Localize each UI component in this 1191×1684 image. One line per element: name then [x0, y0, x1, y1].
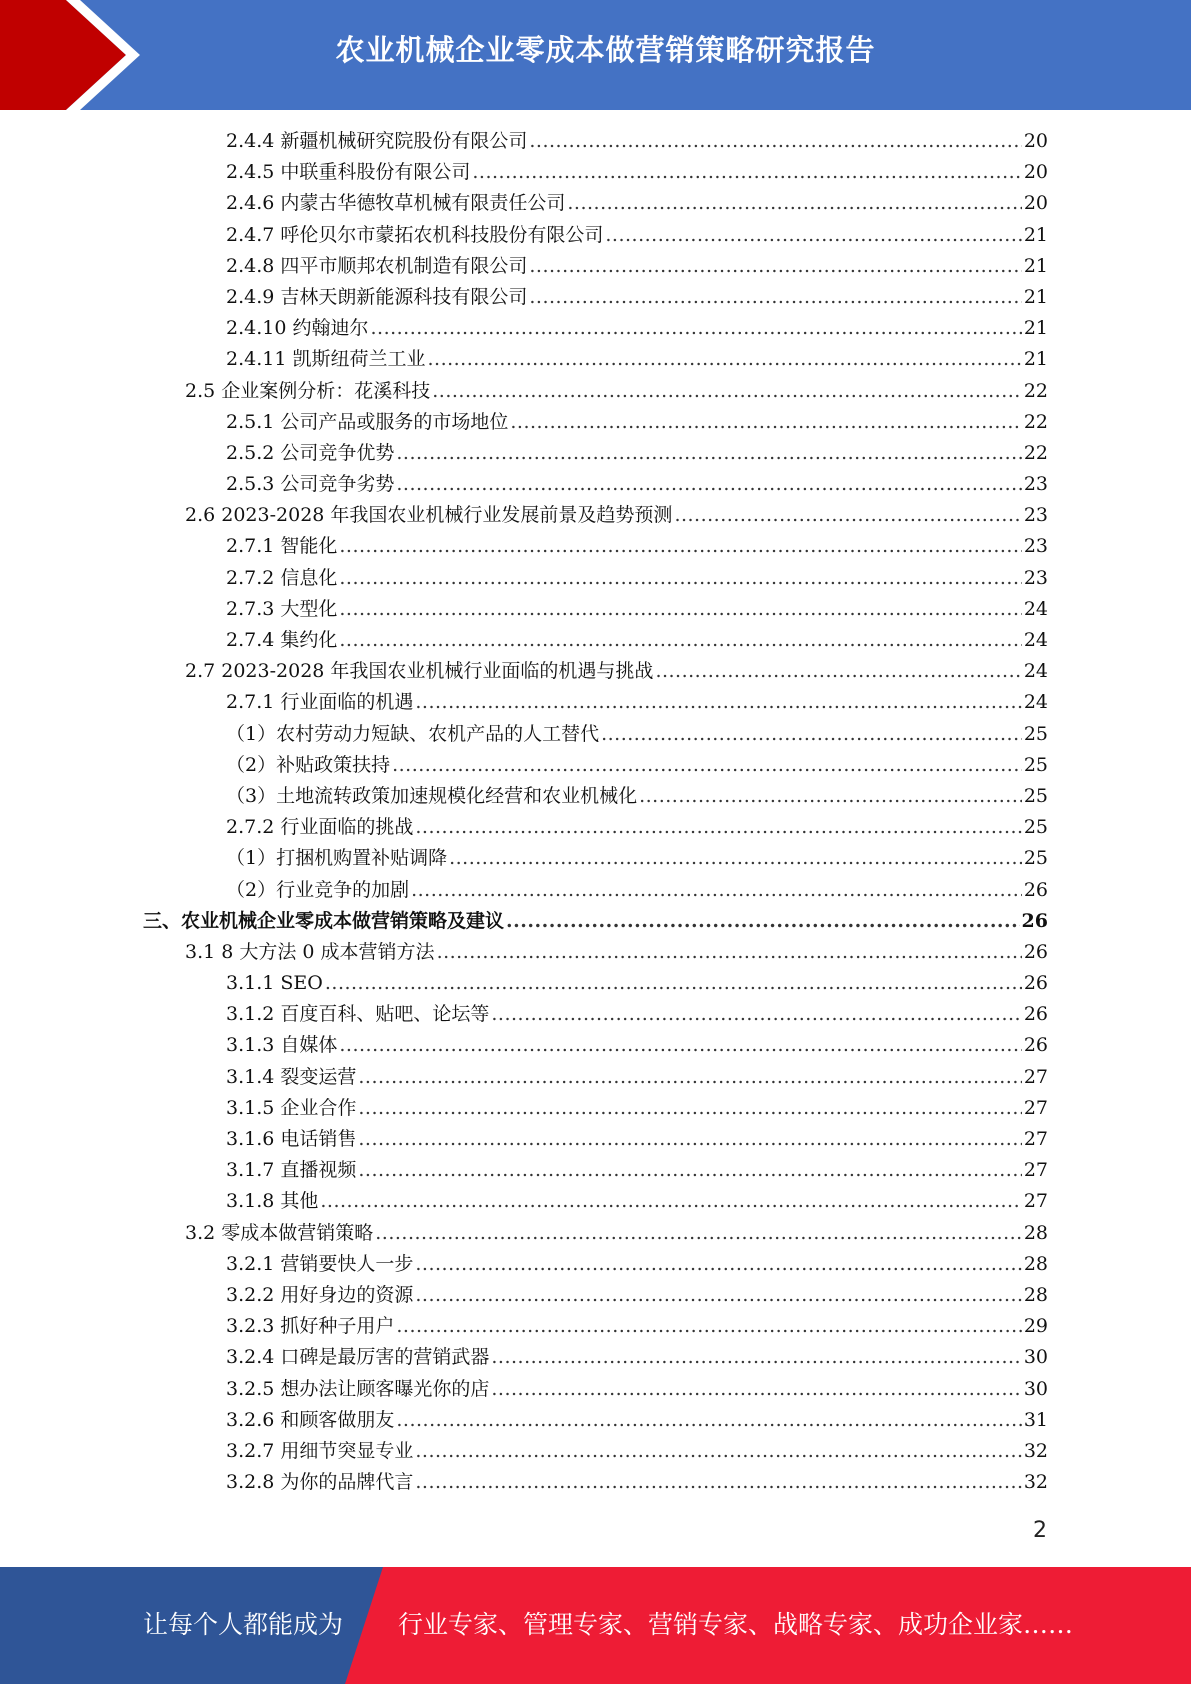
toc-entry[interactable] [0, 594, 1191, 625]
toc-entry[interactable] [0, 750, 1191, 781]
toc-entry[interactable] [0, 438, 1191, 469]
toc-dot-leader [325, 968, 1022, 999]
toc-entry-title: 3.1.6 电话销售 [226, 1128, 357, 1150]
toc-entry-title: （1）农村劳动力短缺、农机产品的人工替代 [226, 722, 600, 745]
toc-dot-leader [529, 251, 1021, 282]
toc-entry-page: 20 [1023, 192, 1048, 215]
toc-entry-page: 26 [1023, 878, 1048, 901]
toc-entry-title: 3.2.7 用细节突显专业 [226, 1439, 414, 1462]
toc-entry-title: 2.4.8 四平市顺邦农机制造有限公司 [226, 254, 528, 277]
toc-entry-title: 2.7 2023-2028 年我国农业机械行业面临的机遇与挑战 [185, 660, 654, 683]
toc-entry-page: 30 [1023, 1346, 1048, 1369]
toc-entry-page: 27 [1023, 1128, 1048, 1150]
toc-entry-title: 2.4.7 呼伦贝尔市蒙拓农机科技股份有限公司 [226, 223, 604, 246]
toc-dot-leader [427, 344, 1021, 375]
toc-dot-leader [339, 1030, 1021, 1061]
toc-entry-page: 25 [1023, 753, 1048, 776]
toc-entry[interactable] [0, 563, 1191, 594]
toc-dot-leader [437, 937, 1022, 968]
toc-entry-title: 3.2 零成本做营销策略 [185, 1221, 374, 1244]
toc-entry[interactable] [0, 999, 1191, 1030]
toc-entry[interactable] [0, 1062, 1191, 1093]
toc-dot-leader [415, 1280, 1021, 1311]
toc-entry[interactable] [0, 1342, 1191, 1373]
toc-dot-leader [415, 1467, 1021, 1498]
toc-entry-title: 3.2.6 和顾客做朋友 [226, 1408, 395, 1431]
toc-entry[interactable] [0, 157, 1191, 188]
toc-entry-title: 2.4.6 内蒙古华德牧草机械有限责任公司 [226, 192, 566, 215]
toc-entry[interactable] [0, 469, 1191, 500]
toc-entry-title: （3）土地流转政策加速规模化经营和农业机械化 [226, 784, 638, 807]
toc-dot-leader [415, 812, 1021, 843]
toc-entry-title: 2.5.3 公司竞争劣势 [226, 473, 395, 496]
toc-entry-page: 22 [1023, 441, 1048, 464]
page-header [0, 0, 1191, 110]
toc-entry-page: 25 [1023, 847, 1048, 870]
toc-entry-title: 2.4.5 中联重科股份有限公司 [226, 161, 471, 184]
toc-entry-page: 30 [1023, 1377, 1048, 1400]
toc-dot-leader [320, 1186, 1021, 1217]
toc-entry-title: 3.1.5 企业合作 [226, 1096, 357, 1119]
toc-entry-title: 3.2.5 想办法让顾客曝光你的店 [226, 1377, 490, 1400]
toc-dot-leader [506, 906, 1020, 937]
toc-entry-page: 28 [1023, 1283, 1048, 1306]
toc-entry-page: 25 [1023, 722, 1048, 745]
toc-entry-title: 3.1 8 大方法 0 成本营销方法 [185, 940, 435, 963]
toc-dot-leader [339, 563, 1021, 594]
toc-entry-title: （1）打捆机购置补贴调降 [226, 847, 448, 870]
toc-dot-leader [529, 126, 1021, 157]
toc-dot-leader [358, 1093, 1021, 1124]
toc-entry[interactable] [0, 656, 1191, 687]
toc-dot-leader [432, 376, 1022, 407]
toc-entry-page: 32 [1023, 1439, 1048, 1462]
toc-entry-title: 2.4.10 约翰迪尔 [226, 317, 369, 340]
toc-entry-title: 3.2.8 为你的品牌代言 [226, 1471, 414, 1494]
toc-dot-leader [392, 750, 1022, 781]
toc-entry-title: 2.6 2023-2028 年我国农业机械行业发展前景及趋势预测 [185, 504, 673, 527]
toc-dot-leader [415, 1436, 1021, 1467]
toc-entry-title: 2.4.9 吉林天朗新能源科技有限公司 [226, 285, 528, 308]
toc-entry[interactable] [0, 1311, 1191, 1342]
toc-dot-leader [396, 469, 1021, 500]
toc-entry[interactable] [0, 781, 1191, 812]
toc-entry-page: 27 [1023, 1096, 1048, 1119]
toc-entry-title: 2.7.4 集约化 [226, 629, 338, 651]
toc-entry[interactable] [0, 1186, 1191, 1217]
toc-dot-leader [339, 594, 1021, 625]
toc-entry[interactable] [0, 937, 1191, 968]
toc-dot-leader [358, 1155, 1021, 1186]
header-title: 农业机械企业零成本做营销策略研究报告 [335, 33, 876, 67]
toc-dot-leader [339, 625, 1021, 656]
toc-dot-leader [491, 999, 1021, 1030]
toc-entry-page: 28 [1023, 1252, 1048, 1275]
footer-slogan-left: 让每个人都能成为 [143, 1610, 344, 1639]
toc-entry-page: 29 [1023, 1315, 1048, 1338]
toc-entry-page: 32 [1023, 1471, 1048, 1494]
toc-entry[interactable] [0, 625, 1191, 656]
toc-dot-leader [396, 1405, 1021, 1436]
toc-entry[interactable] [0, 376, 1191, 407]
toc-entry-page: 23 [1023, 535, 1048, 558]
toc-entry-page: 26 [1023, 940, 1048, 963]
toc-entry-page: 23 [1023, 504, 1048, 527]
toc-dot-leader [358, 1124, 1021, 1155]
toc-dot-leader [601, 719, 1022, 750]
toc-entry[interactable] [0, 313, 1191, 344]
toc-entry-title: （2）行业竞争的加剧 [226, 878, 410, 901]
toc-entry[interactable] [0, 875, 1191, 906]
toc-entry-page: 25 [1023, 784, 1048, 807]
toc-entry-title: 3.2.1 营销要快人一步 [226, 1252, 414, 1275]
toc-entry-page: 24 [1023, 660, 1048, 683]
toc-dot-leader [375, 1218, 1022, 1249]
toc-dot-leader [529, 282, 1021, 313]
toc-dot-leader [370, 313, 1021, 344]
toc-entry-page: 26 [1021, 909, 1048, 932]
toc-dot-leader [396, 1311, 1021, 1342]
toc-entry-page: 27 [1023, 1065, 1048, 1088]
toc-dot-leader [396, 438, 1021, 469]
toc-entry-title: 3.1.7 直播视频 [226, 1159, 357, 1182]
toc-entry-title: 3.2.4 口碑是最厉害的营销武器 [226, 1346, 490, 1369]
toc-entry-title: 2.5.2 公司竞争优势 [226, 441, 395, 464]
toc-entry[interactable] [0, 812, 1191, 843]
toc-dot-leader [655, 656, 1021, 687]
toc-entry[interactable] [0, 968, 1191, 999]
toc-entry-title: 3.1.4 裂变运营 [226, 1065, 357, 1088]
page-footer [0, 1567, 1191, 1684]
toc-entry[interactable] [0, 1280, 1191, 1311]
toc-entry[interactable] [0, 407, 1191, 438]
toc-entry-page: 25 [1023, 816, 1048, 839]
footer-slogan-right: 行业专家、管理专家、营销专家、战略专家、成功企业家…… [398, 1610, 1074, 1639]
toc-entry-title: 3.1.8 其他 [226, 1190, 319, 1213]
toc-entry-title: 2.7.1 智能化 [226, 535, 338, 558]
toc-entry-title: 3.1.2 百度百科、贴吧、论坛等 [226, 1003, 490, 1026]
toc-entry-page: 26 [1023, 1003, 1048, 1026]
toc-entry[interactable] [0, 282, 1191, 313]
toc-entry-title: 2.5.1 公司产品或服务的市场地位 [226, 410, 509, 433]
toc-entry[interactable] [0, 1405, 1191, 1436]
toc-entry-page: 20 [1023, 130, 1048, 152]
toc-entry[interactable] [0, 1249, 1191, 1280]
toc-entry-title: 2.7.3 大型化 [226, 597, 338, 620]
toc-entry-title: 2.4.11 凯斯纽荷兰工业 [226, 348, 426, 371]
toc-entry[interactable] [0, 1030, 1191, 1061]
page-number: 2 [1033, 1518, 1047, 1543]
toc-entry[interactable] [0, 220, 1191, 251]
toc-entry-page: 27 [1023, 1159, 1048, 1182]
toc-entry-title: 3.2.2 用好身边的资源 [226, 1283, 414, 1306]
toc-entry-page: 22 [1023, 410, 1048, 433]
toc-dot-leader [358, 1062, 1021, 1093]
toc-entry[interactable] [0, 126, 1191, 157]
toc-entry-page: 28 [1023, 1221, 1048, 1244]
toc-entry-title: （2）补贴政策扶持 [226, 753, 391, 776]
toc-dot-leader [491, 1342, 1021, 1373]
toc-entry-page: 24 [1023, 629, 1048, 651]
toc-dot-leader [415, 1249, 1021, 1280]
toc-entry-title: 2.4.4 新疆机械研究院股份有限公司 [226, 130, 528, 152]
toc-entry[interactable] [0, 500, 1191, 531]
table-of-contents [0, 126, 1191, 1498]
toc-entry-title: 2.7.1 行业面临的机遇 [226, 691, 414, 714]
toc-entry[interactable] [0, 1124, 1191, 1155]
toc-entry-title: 三、农业机械企业零成本做营销策略及建议 [143, 909, 505, 932]
toc-entry-title: 3.2.3 抓好种子用户 [226, 1315, 395, 1338]
toc-entry-title: 3.1.3 自媒体 [226, 1034, 338, 1057]
toc-entry-page: 21 [1023, 285, 1048, 308]
toc-dot-leader [605, 220, 1021, 251]
toc-entry[interactable] [0, 188, 1191, 219]
toc-entry-page: 23 [1023, 473, 1048, 496]
toc-entry-title: 2.7.2 行业面临的挑战 [226, 816, 414, 839]
toc-entry-page: 21 [1023, 317, 1048, 340]
toc-dot-leader [639, 781, 1022, 812]
toc-entry[interactable] [0, 1467, 1191, 1498]
toc-entry-title: 2.7.2 信息化 [226, 566, 338, 589]
toc-entry-page: 21 [1023, 223, 1048, 246]
toc-entry-page: 21 [1023, 254, 1048, 277]
toc-entry-page: 26 [1023, 1034, 1048, 1057]
toc-entry[interactable] [0, 843, 1191, 874]
toc-entry-title: 2.5 企业案例分析：花溪科技 [185, 379, 431, 402]
toc-dot-leader [472, 157, 1021, 188]
toc-entry-page: 24 [1023, 691, 1048, 714]
toc-dot-leader [411, 875, 1022, 906]
toc-entry-page: 31 [1023, 1408, 1048, 1431]
toc-dot-leader [674, 500, 1021, 531]
toc-entry[interactable] [0, 344, 1191, 375]
toc-entry[interactable] [0, 1155, 1191, 1186]
toc-entry[interactable] [0, 687, 1191, 718]
toc-dot-leader [339, 531, 1021, 562]
toc-entry[interactable] [0, 1374, 1191, 1405]
toc-dot-leader [415, 687, 1021, 718]
toc-entry[interactable] [0, 719, 1191, 750]
toc-entry-page: 24 [1023, 597, 1048, 620]
toc-entry[interactable] [0, 1218, 1191, 1249]
toc-entry-page: 20 [1023, 161, 1048, 184]
toc-dot-leader [491, 1374, 1021, 1405]
toc-entry-title: 3.1.1 SEO [226, 972, 323, 995]
toc-entry[interactable] [0, 531, 1191, 562]
toc-dot-leader [567, 188, 1021, 219]
toc-entry[interactable] [0, 1436, 1191, 1467]
toc-dot-leader [449, 843, 1022, 874]
toc-dot-leader [510, 407, 1021, 438]
toc-entry-page: 22 [1023, 379, 1048, 402]
toc-entry-page: 27 [1023, 1190, 1048, 1213]
toc-entry-page: 23 [1023, 566, 1048, 589]
toc-entry[interactable] [0, 251, 1191, 282]
toc-entry[interactable] [0, 906, 1191, 937]
toc-entry-page: 21 [1023, 348, 1048, 371]
toc-entry[interactable] [0, 1093, 1191, 1124]
toc-entry-page: 26 [1023, 972, 1048, 995]
